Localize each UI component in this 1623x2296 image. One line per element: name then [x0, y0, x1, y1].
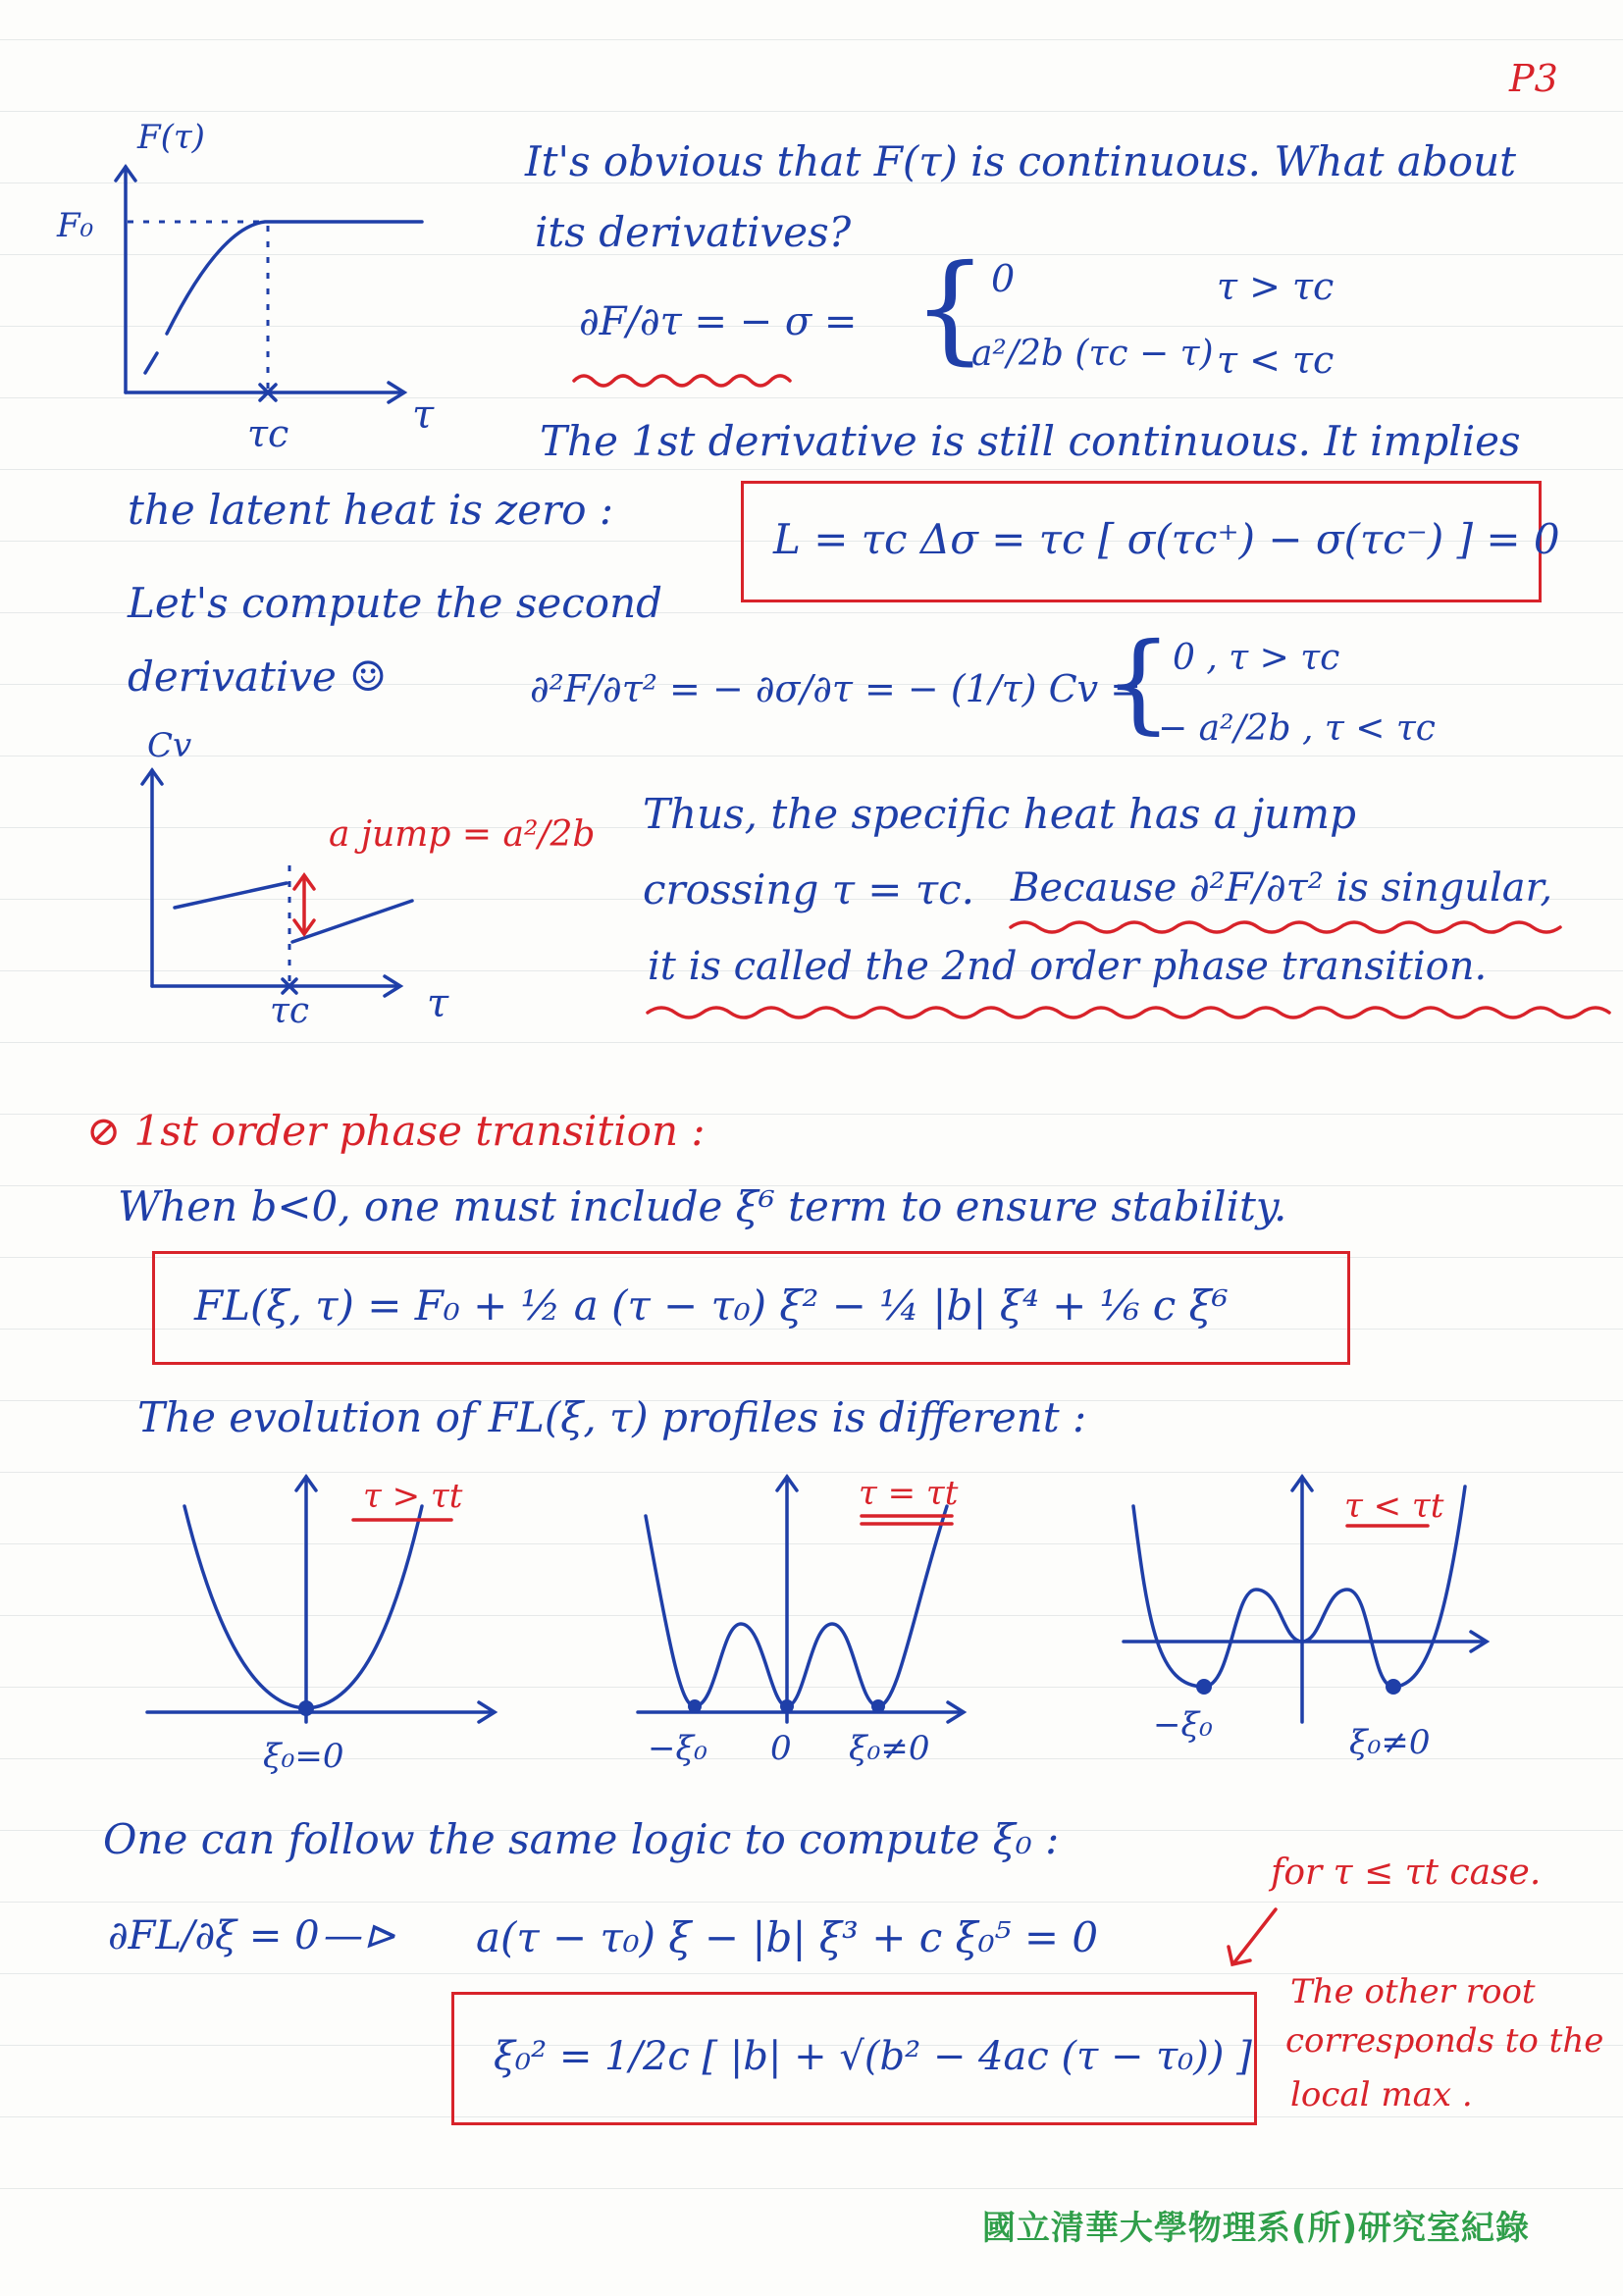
- polynomial-eq: a(τ − τ₀) ξ − |b| ξ³ + c ξ₀⁵ = 0: [476, 1913, 1099, 1961]
- root-note-line1: The other root: [1290, 1972, 1536, 2011]
- para1-line4: the latent heat is zero :: [128, 486, 613, 534]
- plot2-cond: τ = τt: [859, 1474, 959, 1513]
- para3-line1: Thus, the specific heat has a jump: [643, 790, 1356, 838]
- fig2-y-label: Cv: [147, 726, 192, 765]
- footer-watermark: 國立清華大學物理系(所)研究室紀錄: [981, 2209, 1530, 2248]
- case2-2: − a²/2b , τ < τc: [1158, 708, 1436, 749]
- cv-low-branch: [292, 901, 412, 942]
- case2-value: a²/2b (τc − τ): [971, 334, 1214, 374]
- plot3-label-1: ξ₀≠0: [1349, 1723, 1431, 1762]
- left-minimum-dot: [688, 1699, 702, 1713]
- free-energy-curve: [167, 222, 422, 334]
- fig2-tc-label: τc: [270, 991, 310, 1031]
- section-title: ⊘ 1st order phase transition :: [86, 1107, 706, 1155]
- fig1-tc-label: τc: [247, 412, 289, 455]
- left-minimum-dot: [1196, 1679, 1212, 1695]
- rule-line: [0, 1902, 1623, 1903]
- plot3-label-0: −ξ₀: [1153, 1705, 1213, 1745]
- rule-line: [0, 2188, 1623, 2189]
- page-number: P3: [1509, 57, 1558, 100]
- root-note-line2: corresponds to the: [1285, 2021, 1604, 2061]
- case-note: for τ ≤ τt case.: [1271, 1852, 1542, 1893]
- para4: When b<0, one must include ξ⁶ term to ensure stability.: [118, 1182, 1287, 1230]
- minimum-dot: [298, 1700, 314, 1716]
- cv-high-branch: [175, 883, 287, 908]
- center-minimum-dot: [780, 1699, 794, 1713]
- para2-line1: Let's compute the second: [128, 579, 663, 627]
- root-box: [451, 1992, 1257, 2125]
- landau-free-energy-eq: FL(ξ, τ) = F₀ + ½ a (τ − τ₀) ξ² − ¼ |b| ξ⁴ + ⅙ c ξ⁶: [194, 1281, 1229, 1330]
- implies-arrow: —⊳: [324, 1913, 396, 1958]
- fig2-x-label: τ: [427, 981, 449, 1026]
- right-minimum-dot: [871, 1699, 885, 1713]
- rule-line: [0, 111, 1623, 112]
- squiggle-underline-3: [648, 1003, 1609, 1022]
- para6: One can follow the same logic to compute ξ₀ :: [103, 1815, 1060, 1863]
- case1-value: 0: [991, 257, 1016, 300]
- cases-brace-1: {: [913, 240, 988, 377]
- latent-heat-box: [741, 481, 1560, 602]
- root-note-line3: local max .: [1290, 2075, 1473, 2114]
- note-arrow: [1217, 1904, 1295, 1982]
- para3-line3: it is called the 2nd order phase transition.: [648, 944, 1488, 989]
- root-eq: ξ₀² = 1/2c [ |b| + √(b² − 4ac (τ − τ₀)) ]: [494, 2034, 1252, 2079]
- rule-line: [0, 39, 1623, 40]
- plot1-label-0: ξ₀=0: [263, 1737, 344, 1776]
- derivative-eq: ∂FL/∂ξ = 0: [108, 1913, 320, 1958]
- right-minimum-dot: [1386, 1679, 1401, 1695]
- profile-curve: [184, 1506, 422, 1708]
- case1-condition: τ > τc: [1217, 265, 1335, 308]
- first-derivative-eq: ∂F/∂τ = − σ =: [579, 299, 858, 344]
- landau-free-energy-box: [152, 1251, 1350, 1365]
- para1-line3: The 1st derivative is still continuous. It implies: [540, 417, 1521, 465]
- para5: The evolution of FL(ξ, τ) profiles is different :: [137, 1393, 1087, 1441]
- para3-line2b: Because ∂²F/∂τ² is singular,: [1011, 865, 1553, 911]
- para1-line2: its derivatives?: [535, 208, 852, 256]
- rule-line: [0, 469, 1623, 470]
- case2-1: 0 , τ > τc: [1173, 638, 1340, 678]
- plot2-label-1: 0: [770, 1729, 792, 1768]
- squiggle-underline-1: [574, 371, 800, 391]
- para1-line1: It's obvious that F(τ) is continuous. What about: [525, 137, 1517, 185]
- para3-line2a: crossing τ = τc.: [643, 865, 974, 913]
- fig1-f0-label: F₀: [57, 206, 94, 245]
- free-energy-plot: [59, 128, 471, 461]
- second-derivative-eq: ∂²F/∂τ² = − ∂σ/∂τ = − (1/τ) Cv =: [530, 667, 1142, 710]
- plot1-cond: τ > τt: [363, 1477, 463, 1516]
- latent-heat-eq: L = τc Δσ = τc [ σ(τc⁺) − σ(τc⁻) ] = 0: [773, 515, 1560, 563]
- squiggle-underline-2: [1011, 917, 1560, 937]
- free-energy-curve-tail: [145, 353, 157, 373]
- plot2-label-0: −ξ₀: [648, 1729, 707, 1768]
- plot3-cond: τ < τt: [1344, 1487, 1444, 1526]
- fig1-x-label: τ: [412, 392, 435, 438]
- case2-condition: τ < τc: [1217, 339, 1335, 382]
- cases-brace-2: {: [1104, 619, 1173, 745]
- fig1-y-label: F(τ): [137, 118, 205, 157]
- plot2-label-2: ξ₀≠0: [849, 1729, 930, 1768]
- profile-curve: [646, 1506, 947, 1706]
- fig2-jump-label: a jump = a²/2b: [329, 814, 596, 855]
- para2-line2: derivative ☺: [128, 652, 387, 701]
